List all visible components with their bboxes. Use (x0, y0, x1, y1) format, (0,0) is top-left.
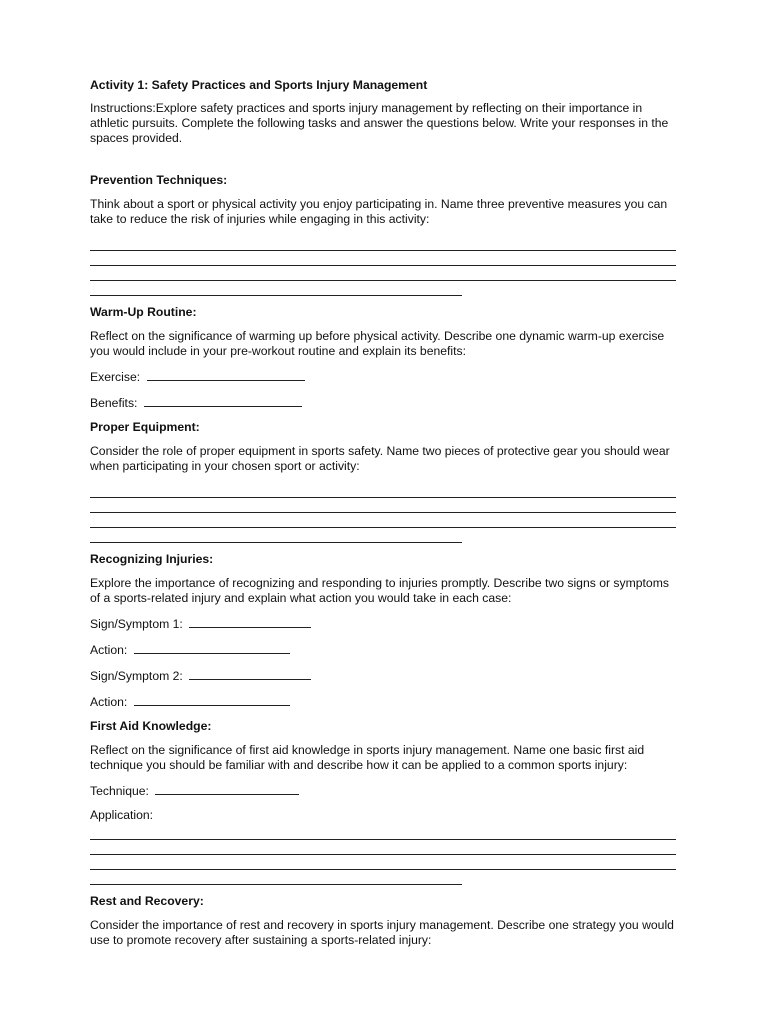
action1-blank[interactable] (134, 641, 290, 654)
answer-line[interactable] (90, 513, 676, 528)
action2-field (90, 693, 676, 710)
section-heading-equipment: Proper Equipment: (90, 420, 200, 434)
application-field (90, 808, 676, 823)
benefits-blank[interactable] (144, 394, 302, 407)
sign2-label: Sign/Symptom 2: (90, 669, 183, 683)
spacer (90, 155, 676, 173)
warmup-prompt: Reflect on the significance of warming up before physical activity. Describe one dynamic warm-up exercise you would include in your pre-workout routine and explain its benefits: (90, 329, 665, 358)
exercise-field (90, 368, 676, 385)
section-heading-prevention: Prevention Techniques: (90, 173, 228, 187)
instructions-text: Instructions:Explore safety practices and sports injury management by reflecting on their importance in athletic pursuits. Complete the following tasks and answer the questions below. Write your responses in the spaces provided. (90, 101, 669, 145)
exercise-blank[interactable] (147, 368, 305, 381)
activity-title: Activity 1: Safety Practices and Sports Injury Management (90, 78, 428, 92)
answer-line[interactable] (90, 236, 676, 251)
benefits-field (90, 394, 676, 411)
section-heading-warmup: Warm-Up Routine: (90, 305, 197, 319)
section-heading-firstaid: First Aid Knowledge: (90, 719, 212, 733)
sign1-field (90, 615, 676, 632)
prevention-answer-lines[interactable] (90, 236, 676, 296)
section-heading-recovery: Rest and Recovery: (90, 894, 204, 908)
section-heading-injuries: Recognizing Injuries: (90, 552, 214, 566)
answer-line[interactable] (90, 483, 676, 498)
answer-line[interactable] (90, 281, 462, 296)
sign2-field (90, 667, 676, 684)
worksheet-page (90, 78, 676, 957)
answer-line[interactable] (90, 855, 676, 870)
application-label: Application: (90, 808, 154, 822)
application-answer-lines[interactable] (90, 825, 676, 885)
answer-line[interactable] (90, 251, 676, 266)
sign1-blank[interactable] (189, 615, 311, 628)
sign2-blank[interactable] (189, 667, 311, 680)
answer-line[interactable] (90, 870, 462, 885)
technique-field (90, 782, 676, 799)
exercise-label: Exercise: (90, 370, 141, 384)
action2-label: Action: (90, 695, 128, 709)
answer-line[interactable] (90, 840, 676, 855)
answer-line[interactable] (90, 825, 676, 840)
answer-line[interactable] (90, 528, 462, 543)
technique-blank[interactable] (155, 782, 299, 795)
answer-line[interactable] (90, 266, 676, 281)
recovery-prompt: Consider the importance of rest and recovery in sports injury management. Describe one strategy you would use to promote recovery after sustaining a sports-related injury: (90, 918, 674, 947)
equipment-answer-lines[interactable] (90, 483, 676, 543)
answer-line[interactable] (90, 498, 676, 513)
benefits-label: Benefits: (90, 396, 138, 410)
injuries-prompt: Explore the importance of recognizing and responding to injuries promptly. Describe two signs or symptoms of a sports-related injury and explain what action you would take in each case: (90, 576, 669, 605)
action2-blank[interactable] (134, 693, 290, 706)
sign1-label: Sign/Symptom 1: (90, 617, 183, 631)
firstaid-prompt: Reflect on the significance of first aid knowledge in sports injury management. Name one basic first aid technique you should be familiar with and describe how it can be applied to a common sports injury: (90, 743, 645, 772)
action1-field (90, 641, 676, 658)
action1-label: Action: (90, 643, 128, 657)
technique-label: Technique: (90, 784, 149, 798)
equipment-prompt: Consider the role of proper equipment in sports safety. Name two pieces of protective gear you should wear when participating in your chosen sport or activity: (90, 444, 670, 473)
prevention-prompt: Think about a sport or physical activity you enjoy participating in. Name three preventive measures you can take to reduce the risk of injuries while engaging in this activity: (90, 197, 668, 226)
